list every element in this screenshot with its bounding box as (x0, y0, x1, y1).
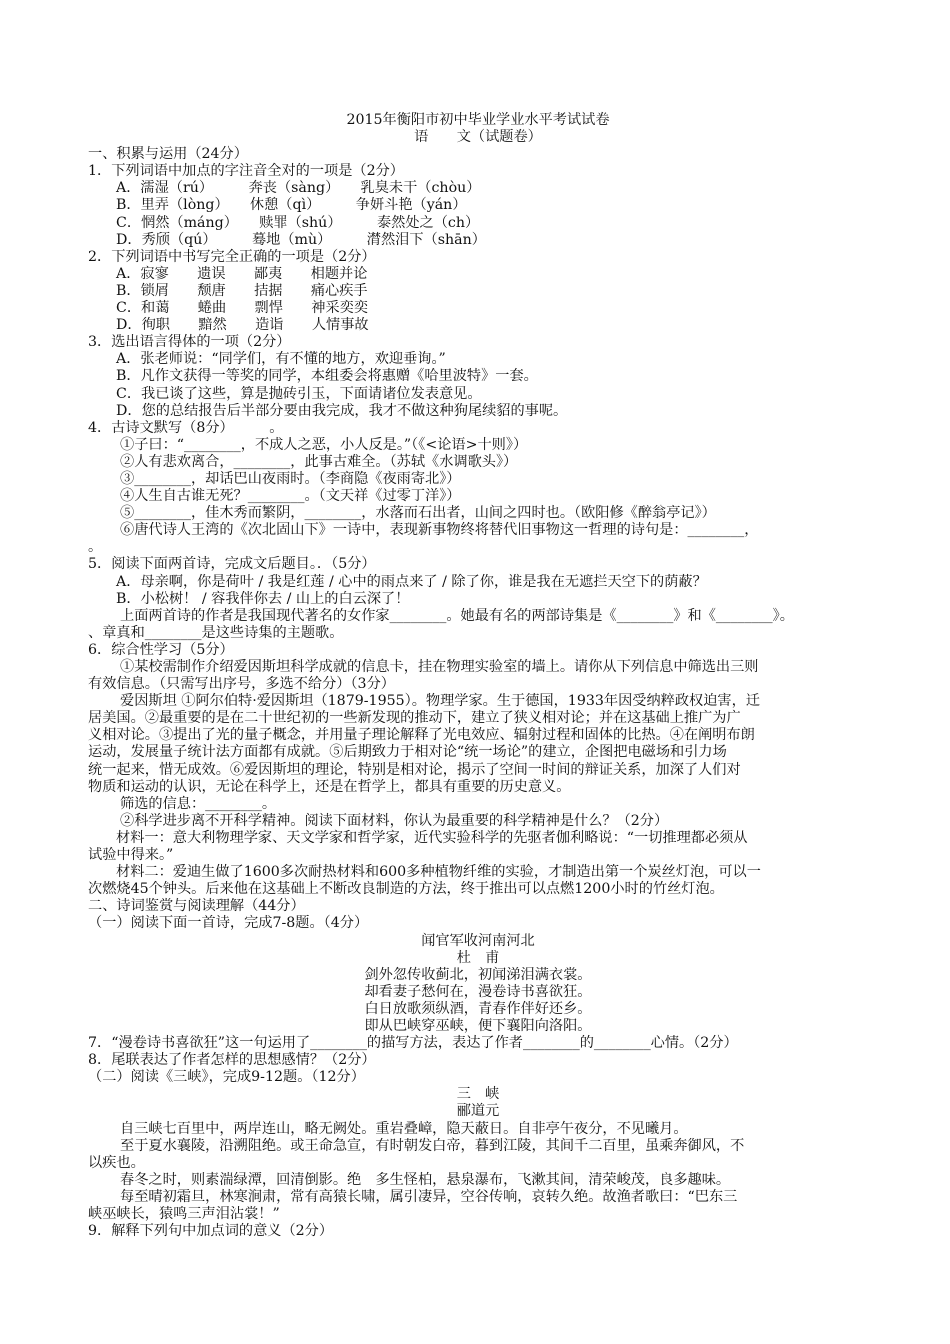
text-line: ②人有悲欢离合，________，此事古难全。（苏轼《水调歌头》） (120, 453, 518, 470)
text-line: 材料二：爱迪生做了1600多次耐热材料和600多种植物纤维的实验，才制造出第一个炭丝灯泡，可以一 (116, 864, 761, 881)
exam-body (88, 146, 868, 1240)
text-line: ⑥唐代诗人王湾的《次北固山下》一诗中，表现新事物终将替代旧事物这一哲理的诗句是：________， (120, 522, 759, 539)
text-line: 运动，发展量子统计法方面都有成就。⑤后期致力于相对论“统一场论”的建立，企图把电磁场和引力场 (88, 744, 727, 761)
text-line: 春冬之时，则素湍绿潭，回清倒影。绝 多生怪柏，悬泉瀑布，飞漱其间，清荣峻茂，良多趣味。 (120, 1171, 731, 1188)
exam-document (88, 112, 868, 1240)
text-line: 3．选出语言得体的一项（2分） (88, 334, 291, 351)
text-line: ①子曰：“________，不成人之恶，小人反是。”（《<论语>十则》） (120, 436, 528, 453)
text-line: B．小松树！ / 容我伴你去 / 山上的白云深了！ (116, 590, 410, 607)
text-line: C．我已谈了这些，算是抛砖引玉，下面请诸位发表意见。 (116, 385, 482, 402)
text-line: 物质和运动的认识，无论在科学上，还是在哲学上，都具有重要的历史意义。 (88, 778, 571, 795)
text-line: 居美国。②最重要的是在二十世纪初的一些新发现的推动下，建立了狭义相对论；并在这基础上推广为广 (88, 710, 741, 727)
text-line: D．秀颀（qú） 蓦地（mù） 潸然泪下（shān） (116, 231, 486, 248)
text-line: A．濡湿（rú） 奔丧（sàng） 乳臭未干（chòu） (116, 180, 481, 197)
text-line: 义相对论。③提出了光的量子概念，并用量子理论解释了光电效应、辐射过程和固体的比热。④在阐明布朗 (88, 727, 755, 744)
text-line: 1．下列词语中加点的字注音全对的一项是（2分） (88, 163, 404, 180)
text-line: ③________，却话巴山夜雨时。（李商隐《夜雨寄北》） (120, 470, 461, 487)
text-line: 统一起来，惜无成效。⑥爱因斯坦的理论，特别是相对论，揭示了空间一时间的辩证关系，加深了人们对 (88, 761, 741, 778)
text-line: B．锁屑 颓唐 拮据 痛心疾手 (116, 282, 368, 299)
text-line: ④人生自古谁无死？________。（文天祥《过零丁洋》） (120, 488, 461, 505)
text-line: 筛选的信息：________。 (120, 795, 277, 812)
text-line: 7．“漫卷诗书喜欲狂”这一句运用了________的描写方法，表达了作者________的________心情。（2分） (88, 1035, 738, 1052)
text-line: 。 (88, 539, 103, 556)
text-line: 6．综合性学习（5分） (88, 641, 234, 658)
text-line: 以疾也。 (88, 1154, 145, 1171)
text-line: 杜 甫 (456, 949, 500, 966)
text-line: 三 峡 (456, 1086, 500, 1103)
text-line: 即从巴峡穿巫峡，便下襄阳向洛阳。 (364, 1017, 592, 1034)
text-line: A．母亲啊，你是荷叶 / 我是红莲 / 心中的雨点来了 / 除了你，谁是我在无遮拦天空下的荫蔽？ (116, 573, 707, 590)
text-line: C．和蔼 蜷曲 剽悍 神采奕奕 (116, 300, 369, 317)
text-line: 自三峡七百里中，两岸连山，略无阙处。重岩叠嶂，隐天蔽日。自非亭午夜分，不见曦月。 (120, 1120, 688, 1137)
text-line: B．里弄（lòng） 休憩（qì） 争妍斗艳（yán） (116, 197, 467, 214)
text-line: 二、诗词鉴赏与阅读理解（44分） (88, 898, 305, 915)
text-line: 、章真和________是这些诗集的主题歌。 (88, 624, 344, 641)
text-line: 爱因斯坦 ①阿尔伯特·爱因斯坦（1879-1955）。物理学家。生于德国，1933年因受纳粹政权迫害，迁 (120, 693, 760, 710)
text-line: 却看妻子愁何在，漫卷诗书喜欲狂。 (364, 983, 592, 1000)
text-line: C．惘然（máng） 赎罪（shú） 泰然处之（ch） (116, 214, 480, 231)
text-line: 一、积累与运用（24分） (88, 146, 248, 163)
text-line: 试验中得来。” (88, 847, 174, 864)
text-line: 郦道元 (456, 1103, 500, 1120)
text-line: D．您的总结报告后半部分要由我完成，我才不做这种狗尾续貂的事呢。 (116, 402, 568, 419)
text-line: （一）阅读下面一首诗，完成7-8题。（4分） (88, 915, 369, 932)
text-line: 至于夏水襄陵，沿溯阻绝。或王命急宣，有时朝发白帝，暮到江陵，其间千二百里，虽乘奔御风，不 (120, 1137, 745, 1154)
text-line: A．张老师说：“同学们，有不懂的地方，欢迎垂询。” (116, 351, 446, 368)
text-line: 材料一：意大利物理学家、天文学家和哲学家，近代实验科学的先驱者伽利略说：“一切推理都必须从 (116, 829, 748, 846)
text-line: 剑外忽传收蓟北，初闻涕泪满衣裳。 (364, 966, 592, 983)
text-line: D．徇职 黯然 造诣 人情事故 (116, 317, 369, 334)
text-line: 每至晴初霜旦，林寒涧肃，常有高猿长啸，属引凄异，空谷传响，哀转久绝。故渔者歌曰：“巴东三 (120, 1188, 738, 1205)
text-line: 次燃烧45个钟头。后来他在这基础上不断改良制造的方法，终于推出可以点燃1200小时的竹丝灯泡。 (88, 881, 724, 898)
exam-title: 2015年衡阳市初中毕业学业水平考试试卷 (346, 112, 610, 128)
text-line: B．凡作文获得一等奖的同学，本组委会将惠赠《哈里波特》一套。 (116, 368, 538, 385)
text-line: 2．下列词语中书写完全正确的一项是（2分） (88, 248, 376, 265)
text-line: 有效信息。（只需写出序号，多选不给分）（3分） (88, 676, 395, 693)
text-line: 上面两首诗的作者是我国现代著名的女作家________。她最有名的两部诗集是《________》和《________》。 (120, 607, 794, 624)
text-line: ⑤________，佳木秀而繁阴，________，水落而石出者，山间之四时也。（欧阳修《醉翁亭记》） (120, 505, 716, 522)
text-line: A．寂寥 遗误 鄙夷 相题并论 (116, 265, 368, 282)
text-line: （二）阅读《三峡》，完成9-12题。（12分） (88, 1069, 365, 1086)
text-line: 峡巫峡长，猿鸣三声泪沾裳！” (88, 1206, 280, 1222)
exam-subtitle: 语 文（试题卷） (414, 129, 542, 146)
text-line: 5．阅读下面两首诗，完成文后题目。．（5分） (88, 556, 376, 573)
text-line: 9．解释下列句中加点词的意义（2分） (88, 1223, 334, 1240)
text-line: ②科学进步离不开科学精神。阅读下面材料，你认为最重要的科学精神是什么？（2分） (120, 812, 669, 829)
text-line: 4．古诗文默写（8分） 。 (88, 419, 284, 436)
text-line: 闻官军收河南河北 (421, 932, 535, 949)
text-line: ①某校需制作介绍爱因斯坦科学成就的信息卡，挂在物理实验室的墙上。请你从下列信息中筛选出三则 (120, 659, 759, 675)
text-line: 白日放歌须纵酒，青春作伴好还乡。 (364, 1000, 592, 1017)
text-line: 8．尾联表达了作者怎样的思想感情？（2分） (88, 1052, 376, 1069)
